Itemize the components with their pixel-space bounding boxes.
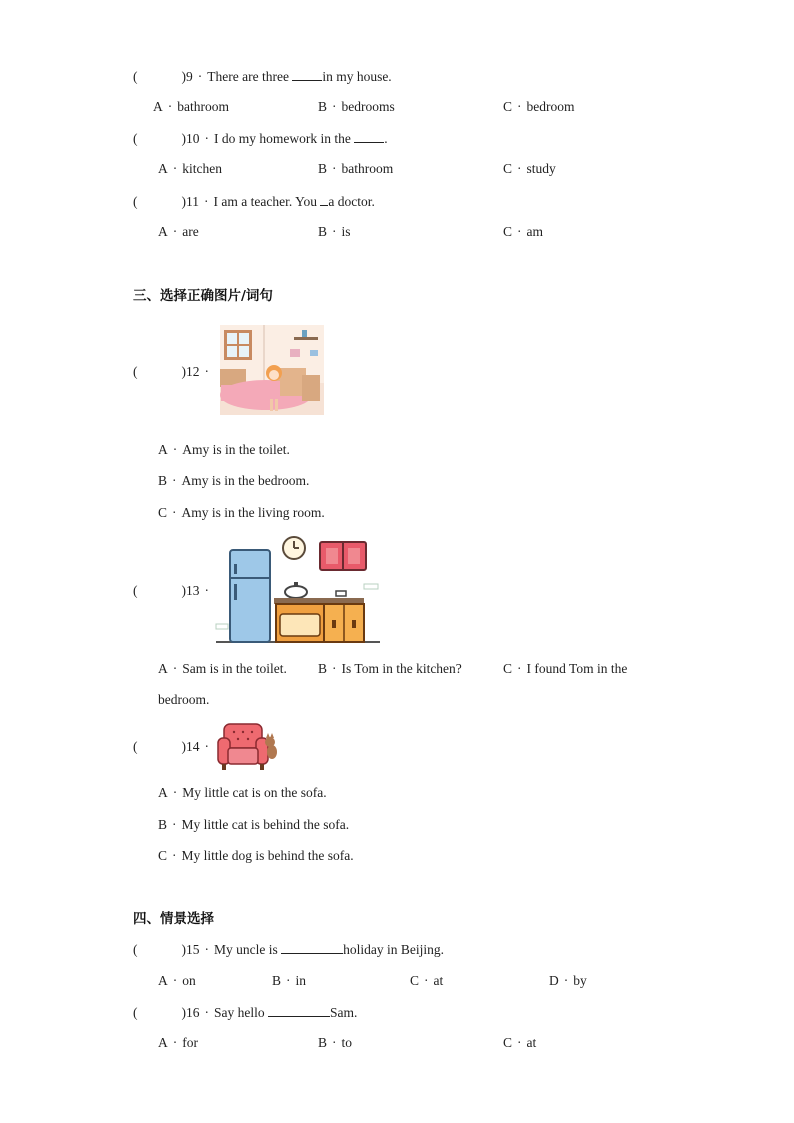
bedroom-picture [216,323,328,418]
answer-paren-close: ) [181,942,186,957]
question-number: 14 [186,739,200,754]
question-number: 13 [186,583,200,598]
q14-option-c[interactable]: C · My little dog is behind the sofa. [158,848,354,863]
question-text: There are three [207,69,293,84]
q13-option-a[interactable]: A · Sam is in the toilet. [158,661,287,676]
answer-paren-open[interactable]: ( [133,942,138,957]
question-text: My uncle is [214,942,282,957]
q11-option-a[interactable]: A · are [158,224,199,239]
answer-blank [281,941,343,954]
q14-option-b[interactable]: B · My little cat is behind the sofa. [158,817,350,832]
answer-paren-close: ) [181,69,186,84]
q14-line: ( )14 · [133,739,209,754]
answer-paren-open[interactable]: ( [133,739,138,754]
q15-option-b[interactable]: B · in [272,973,307,988]
question-number: 10 [186,131,200,146]
question-text-end: . [384,131,388,146]
answer-paren-open[interactable]: ( [133,69,138,84]
answer-paren-close: ) [181,739,186,754]
q9-line: ( )9 · There are three in my house. [133,69,392,84]
q13-option-c[interactable]: C · I found Tom in the [503,661,628,676]
question-number: 11 [186,194,199,209]
answer-paren-open[interactable]: ( [133,583,138,598]
answer-paren-open[interactable]: ( [133,131,138,146]
q10-line: ( )10 · I do my homework in the . [133,131,388,146]
q10-option-b[interactable]: B · bathroom [318,161,394,176]
question-text-end: holiday in Beijing. [343,942,444,957]
question-text-end: Sam. [330,1005,358,1020]
section-heading: 四、情景选择 [133,911,214,927]
q11-option-c[interactable]: C · am [503,224,544,239]
q15-line: ( )15 · My uncle is holiday in Beijing. [133,942,444,957]
question-text: I am a teacher. You [213,194,321,209]
answer-paren-close: ) [181,364,186,379]
question-number: 16 [186,1005,200,1020]
q10-option-a[interactable]: A · kitchen [158,161,222,176]
q16-option-b[interactable]: B · to [318,1035,353,1050]
answer-paren-close: ) [181,583,186,598]
q11-option-b[interactable]: B · is [318,224,351,239]
q9-option-c[interactable]: C · bedroom [503,99,575,114]
question-text: Say hello [214,1005,268,1020]
question-number: 15 [186,942,200,957]
q12-option-a[interactable]: A · Amy is in the toilet. [158,442,290,457]
q13-option-b[interactable]: B · Is Tom in the kitchen? [318,661,462,676]
question-number: 9 [186,69,193,84]
question-text-end: in my house. [322,69,392,84]
answer-paren-close: ) [181,131,186,146]
q16-option-c[interactable]: C · at [503,1035,537,1050]
question-text: I do my homework in the [214,131,355,146]
section-heading: 三、选择正确图片/词句 [133,288,273,304]
q13-line: ( )13 · [133,583,209,598]
q12-line: ( )12 · [133,364,209,379]
q15-option-a[interactable]: A · on [158,973,196,988]
answer-paren-open[interactable]: ( [133,1005,138,1020]
q11-line: ( )11 · I am a teacher. You a doctor. [133,194,375,209]
answer-paren-close: ) [181,194,186,209]
answer-blank [292,68,322,81]
kitchen-picture [214,534,382,646]
q9-option-a[interactable]: A · bathroom [153,99,229,114]
sofa-picture [214,720,278,774]
question-text-end: a doctor. [328,194,375,209]
q12-option-c[interactable]: C · Amy is in the living room. [158,505,325,520]
q15-option-c[interactable]: C · at [410,973,444,988]
q14-option-a[interactable]: A · My little cat is on the sofa. [158,785,327,800]
q16-line: ( )16 · Say hello Sam. [133,1005,358,1020]
answer-blank [268,1004,330,1017]
question-number: 12 [186,364,200,379]
answer-blank [354,130,384,143]
q16-option-a[interactable]: A · for [158,1035,198,1050]
answer-paren-open[interactable]: ( [133,194,138,209]
q10-option-c[interactable]: C · study [503,161,556,176]
q12-option-b[interactable]: B · Amy is in the bedroom. [158,473,310,488]
answer-paren-open[interactable]: ( [133,364,138,379]
q15-option-d[interactable]: D · by [549,973,587,988]
answer-paren-close: ) [181,1005,186,1020]
q13-option-c-continued: bedroom. [158,692,210,707]
q9-option-b[interactable]: B · bedrooms [318,99,395,114]
